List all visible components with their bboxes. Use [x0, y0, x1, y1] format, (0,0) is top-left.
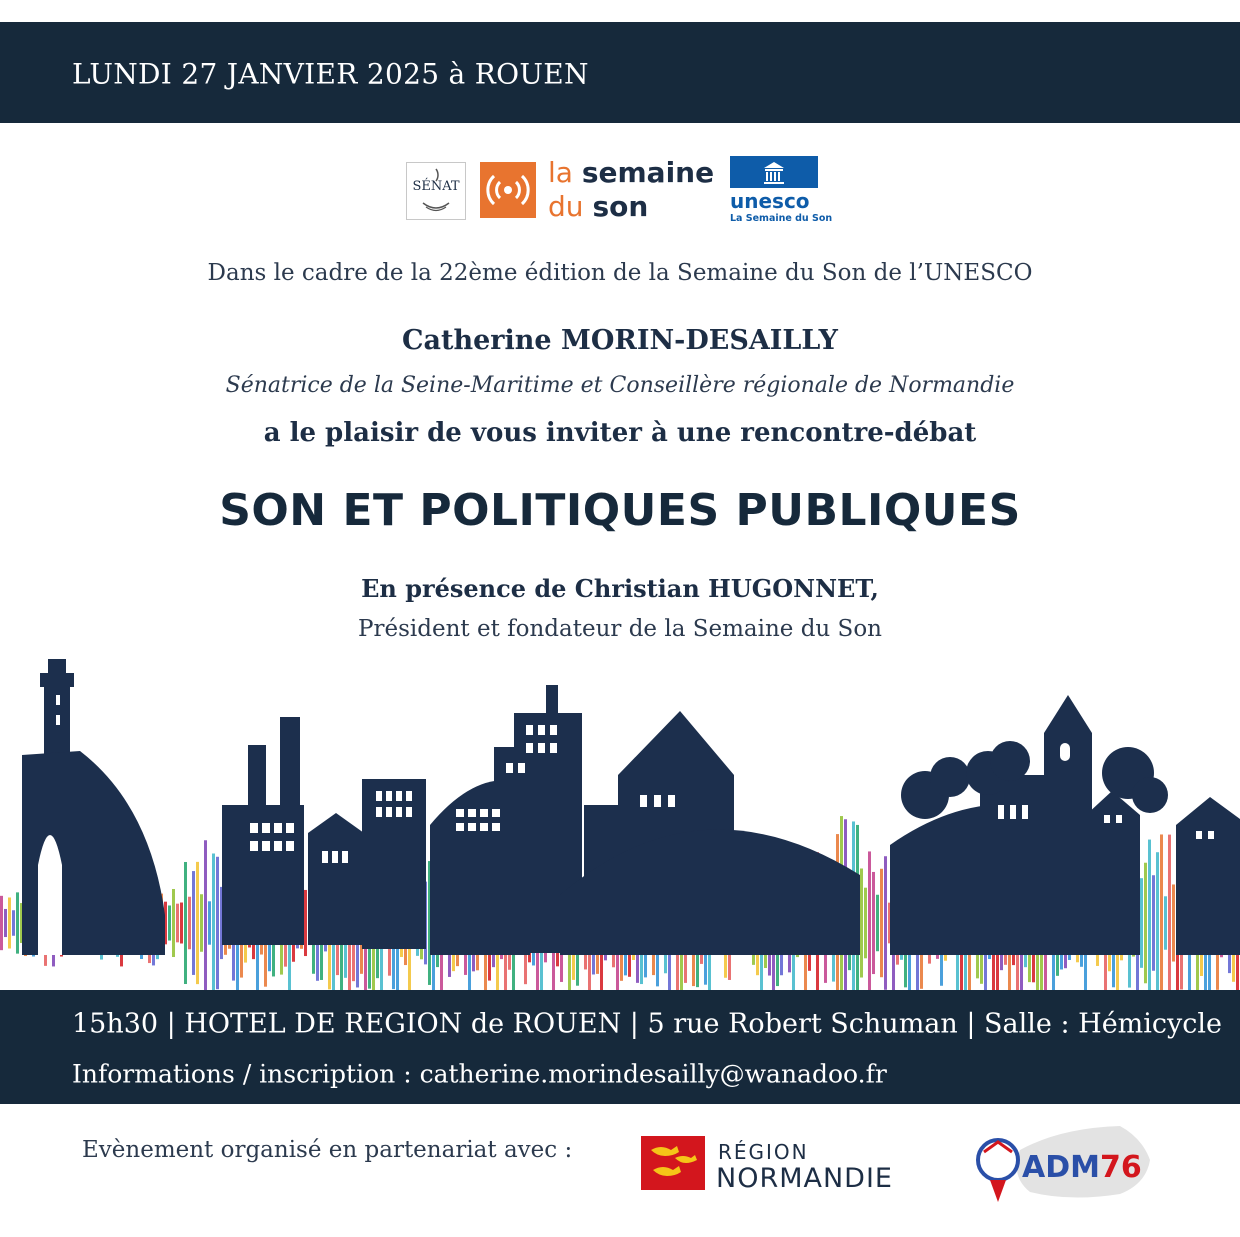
sound-bar — [8, 897, 11, 948]
normandie-flag-icon — [641, 1136, 705, 1190]
sound-bar — [1148, 840, 1151, 993]
sound-bar — [864, 888, 867, 959]
sound-bar — [1164, 896, 1167, 949]
logo-row — [0, 150, 1240, 230]
sound-bar — [4, 909, 7, 937]
host-name: Catherine MORIN-DESAILLY — [402, 325, 838, 356]
sound-bar — [1160, 834, 1163, 993]
logo-word-la: la — [548, 156, 573, 189]
intro-text: Dans le cadre de la 22ème édition de la Semaine du Son de l’UNESCO — [207, 260, 1033, 286]
semaine-du-son-icon — [480, 162, 536, 218]
host-role: Sénatrice de la Seine-Maritime et Conseillère régionale de Normandie — [225, 373, 1015, 398]
sound-bar — [1144, 863, 1147, 984]
sound-waves-icon — [480, 162, 536, 218]
sound-bar — [192, 871, 195, 975]
logo-word-semaine: semaine — [581, 156, 715, 189]
partner-label: Evènement organisé en partenariat avec : — [82, 1137, 573, 1163]
logo-word-son: son — [592, 190, 649, 223]
sound-bar — [212, 854, 215, 993]
event-date: LUNDI 27 JANVIER 2025 à ROUEN — [72, 57, 589, 91]
adm76-logo — [1022, 1150, 1142, 1185]
unesco-temple-icon — [730, 156, 818, 188]
sound-bar — [880, 869, 883, 977]
sound-bar — [176, 904, 179, 943]
contact-line[interactable]: Informations / inscription : catherine.morindesailly@wanadoo.fr — [72, 1059, 887, 1089]
footer-band — [0, 990, 1240, 1104]
adm-number: 76 — [1099, 1150, 1142, 1185]
normandie-label: NORMANDIE — [716, 1163, 893, 1194]
guest-role: Président et fondateur de la Semaine du Son — [358, 616, 882, 642]
city-skyline-illustration — [0, 655, 1240, 993]
lions-icon — [641, 1136, 705, 1190]
event-details: 15h30 | HOTEL DE REGION de ROUEN | 5 rue Robert Schuman | Salle : Hémicycle — [72, 1008, 1223, 1040]
unesco-logo-text: unesco — [730, 189, 810, 213]
guest-name: En présence de Christian HUGONNET, — [361, 574, 879, 603]
sound-bar — [172, 889, 175, 957]
event-title: SON ET POLITIQUES PUBLIQUES — [219, 485, 1021, 536]
sound-bar — [304, 890, 307, 956]
unesco-subtitle: La Semaine du Son — [730, 213, 833, 224]
sound-bar — [196, 862, 199, 984]
sound-bar — [216, 857, 219, 989]
sound-bar — [860, 868, 863, 977]
sound-bar — [200, 894, 203, 952]
temple-icon — [730, 156, 818, 188]
sound-bar — [168, 905, 171, 940]
sound-bar — [1172, 884, 1175, 961]
adm-text: ADM — [1022, 1150, 1100, 1185]
header-band — [0, 22, 1240, 123]
logo-word-du: du — [548, 190, 584, 223]
sound-bar — [868, 851, 871, 993]
sound-bar — [188, 897, 191, 950]
sound-bar — [184, 862, 187, 984]
semaine-du-son-logo — [548, 156, 714, 224]
senat-logo-text: SÉNAT — [412, 179, 460, 194]
sound-bar — [16, 892, 19, 953]
sound-bar — [204, 840, 207, 993]
sound-bar — [1152, 875, 1155, 971]
sound-bar — [180, 903, 183, 944]
invitation-line: a le plaisir de vous inviter à une rencontre-débat — [263, 418, 977, 448]
region-label: RÉGION — [718, 1140, 809, 1164]
sound-bar — [208, 901, 211, 944]
sound-bar — [876, 895, 879, 951]
sound-bar — [1140, 878, 1143, 968]
sound-bar — [12, 910, 15, 935]
sound-bar — [1156, 852, 1159, 993]
sound-bar — [872, 872, 875, 974]
sound-bar — [0, 896, 3, 950]
sound-bar — [1168, 835, 1171, 993]
senat-logo — [406, 162, 466, 220]
sound-bar — [884, 856, 887, 990]
